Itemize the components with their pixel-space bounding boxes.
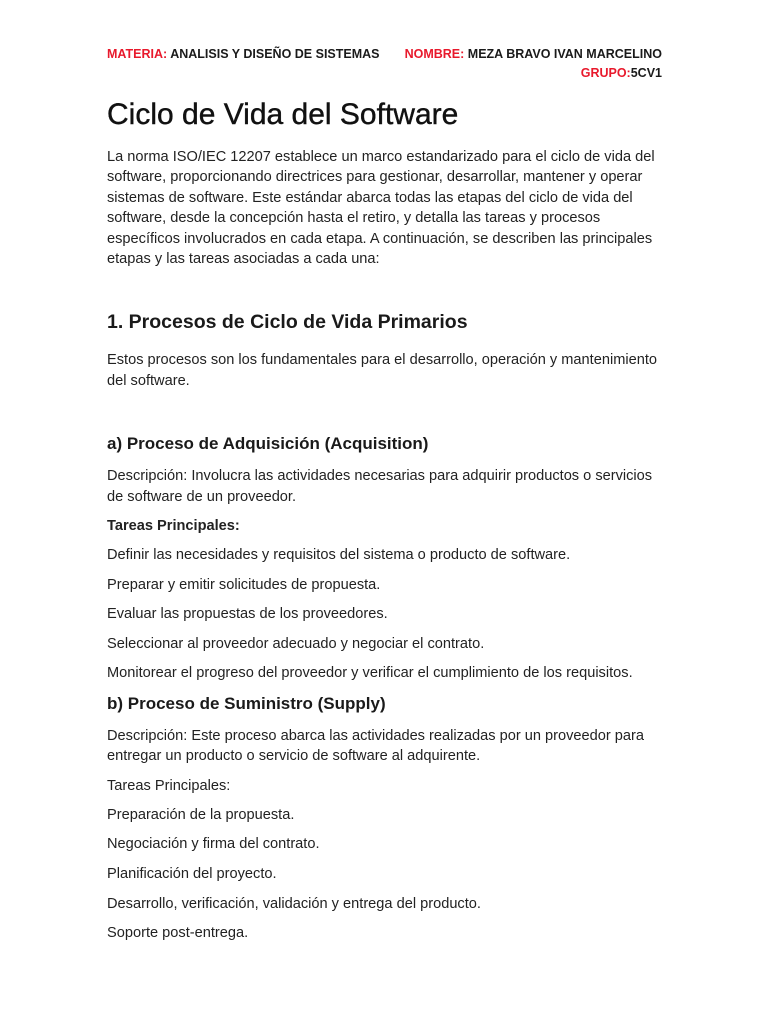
task-item: Definir las necesidades y requisitos del sistema o producto de software.	[107, 547, 571, 564]
materia-value: ANALISIS Y DISEÑO DE SISTEMAS	[170, 47, 380, 61]
process-description: Descripción: Este proceso abarca las actividades realizadas por un proveedor para entregar un producto o servicio de software al adquirente.	[107, 728, 645, 765]
tasks-label: Tareas Principales:	[107, 518, 240, 535]
intro-paragraph: La norma ISO/IEC 12207 establece un marco estandarizado para el ciclo de vida del software, proporcionando directrices para gestionar, desarrollar, mantener y operar sistemas de software. Este estándar abarca todas las etapas del ciclo de vida del software, desde la concepción hasta el retiro, y detalla las tareas y procesos específicos involucrados en cada etapa. A continuación, se describen las principales etapas y las tareas asociadas a cada una:	[107, 149, 655, 268]
task-item: Planificación del proyecto.	[107, 866, 277, 883]
section-description: Estos procesos son los fundamentales para el desarrollo, operación y mantenimiento del software.	[107, 352, 658, 389]
task-item: Soporte post-entrega.	[107, 925, 249, 942]
task-item: Negociación y firma del contrato.	[107, 836, 320, 853]
grupo-value: 5CV1	[630, 66, 662, 80]
grupo-label: GRUPO:	[580, 66, 631, 80]
nombre-label: NOMBRE:	[404, 47, 465, 61]
materia-field	[107, 45, 380, 64]
process-heading: a) Proceso de Adquisición (Acquisition)	[107, 434, 429, 454]
task-item: Seleccionar al proveedor adecuado y negociar el contrato.	[107, 635, 485, 652]
grupo-field	[107, 64, 662, 83]
page-title: Ciclo de Vida del Software	[107, 98, 459, 131]
process-acquisition	[107, 433, 665, 683]
task-item: Monitorear el progreso del proveedor y verificar el cumplimiento de los requisitos.	[107, 665, 633, 682]
process-supply	[107, 693, 665, 943]
task-item: Preparar y emitir solicitudes de propuesta.	[107, 576, 381, 593]
task-item: Desarrollo, verificación, validación y entrega del producto.	[107, 895, 481, 912]
section-heading: 1. Procesos de Ciclo de Vida Primarios	[107, 311, 468, 334]
document-header	[107, 45, 662, 83]
process-description: Descripción: Involucra las actividades necesarias para adquirir productos o servicios de software de un proveedor.	[107, 468, 653, 505]
document-body	[107, 97, 665, 953]
task-item: Preparación de la propuesta.	[107, 806, 295, 823]
nombre-value: MEZA BRAVO IVAN MARCELINO	[467, 47, 662, 61]
materia-label: MATERIA:	[107, 47, 168, 61]
nombre-field	[405, 45, 662, 64]
tasks-label: Tareas Principales:	[107, 777, 231, 794]
process-heading: b) Proceso de Suministro (Supply)	[107, 694, 386, 714]
task-item: Evaluar las propuestas de los proveedores.	[107, 606, 388, 623]
